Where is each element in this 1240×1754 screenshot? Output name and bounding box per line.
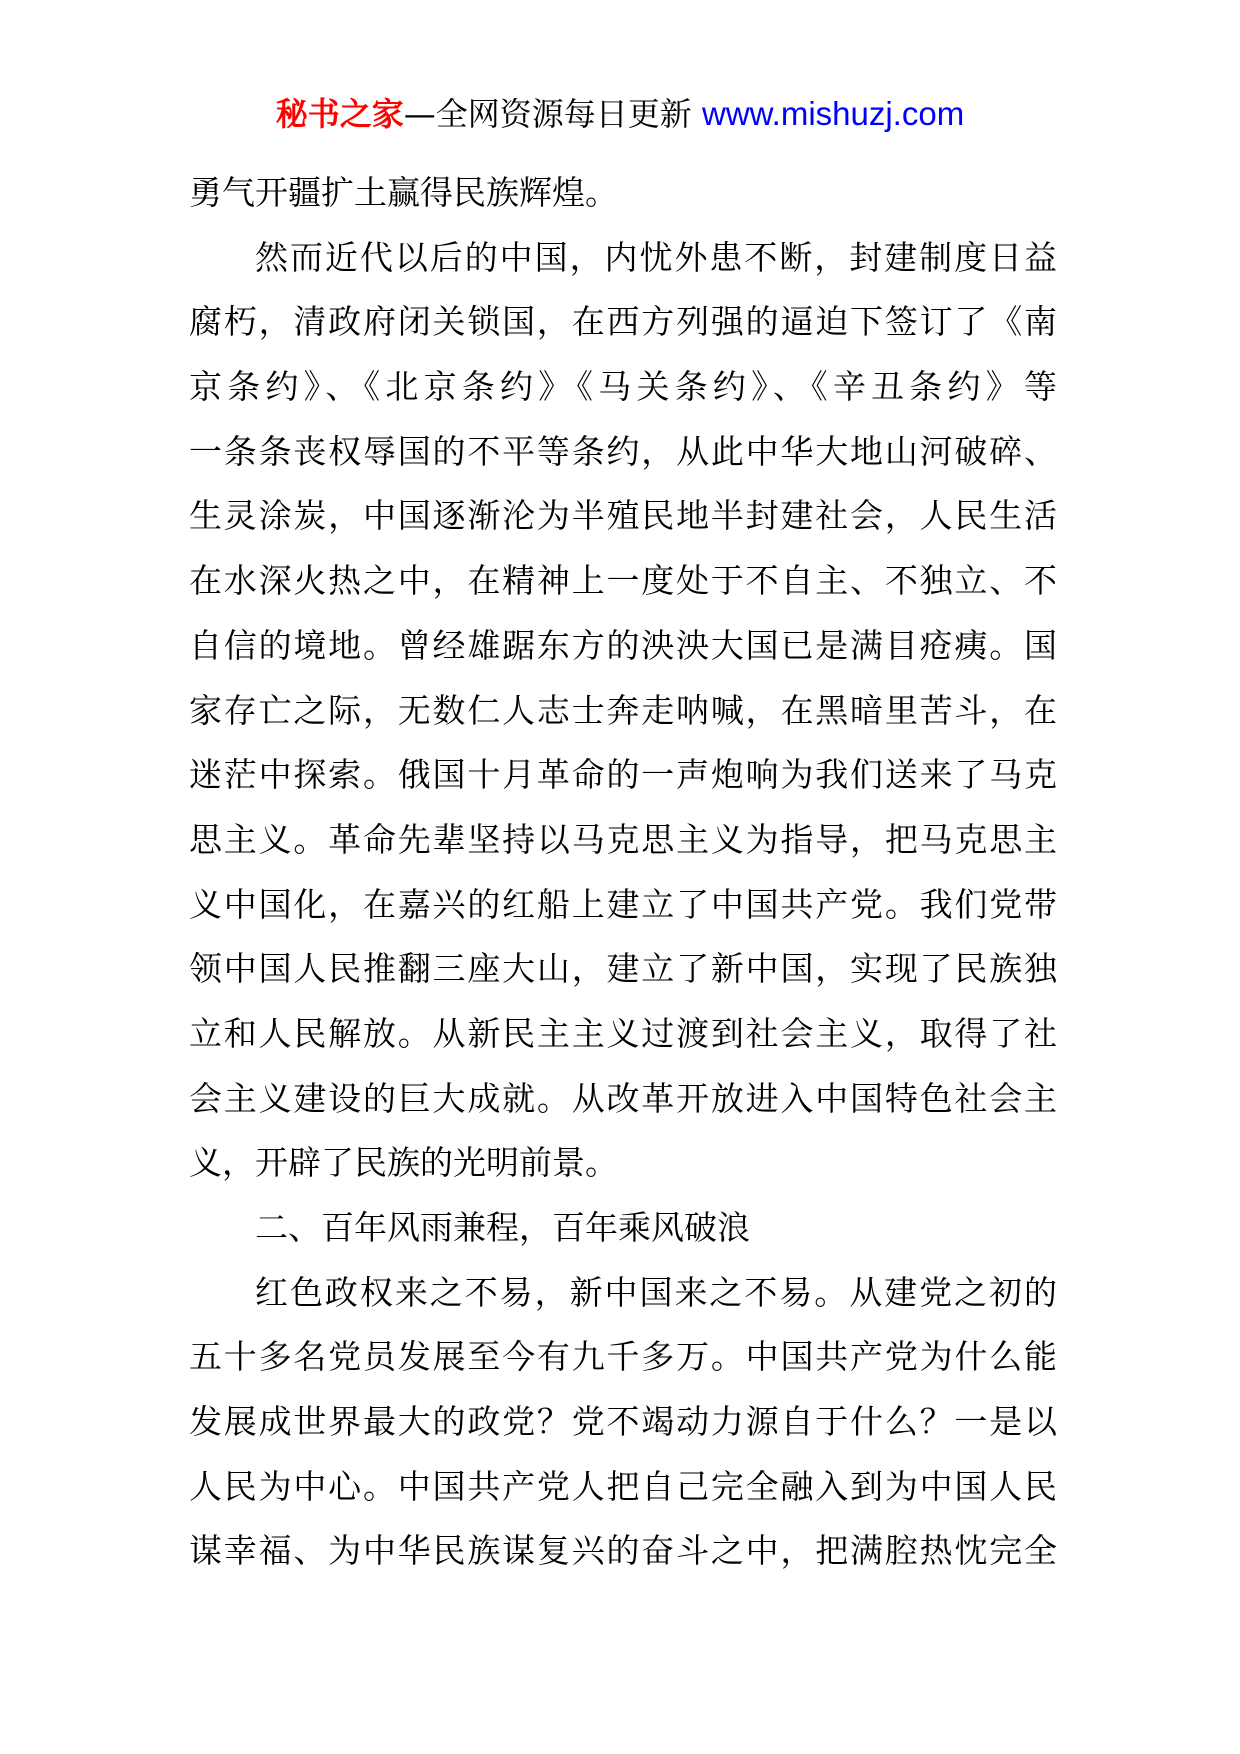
text-line: 京条约》、《北京条约》《马关条约》、《辛丑条约》等 xyxy=(189,367,1057,407)
website-url[interactable]: www.mishuzj.com xyxy=(701,95,965,132)
text-line: 义，开辟了民族的光明前景。 xyxy=(189,1143,618,1183)
text-line: 人民为中心。中国共产党人把自己完全融入到为中国人民 xyxy=(189,1466,1057,1506)
section-heading: 二、百年风雨兼程，百年乘风破浪 xyxy=(255,1208,750,1247)
text-line: 义中国化，在嘉兴的红船上建立了中国共产党。我们党带 xyxy=(189,884,1057,924)
document-body xyxy=(189,161,1057,1584)
text-line: 思主义。革命先辈坚持以马克思主义为指导，把马克思主 xyxy=(189,819,1057,859)
text-line: 生灵涂炭，中国逐渐沦为半殖民地半封建社会，人民生活 xyxy=(189,496,1057,536)
text-line: 谋幸福、为中华民族谋复兴的奋斗之中，把满腔热忱完全 xyxy=(189,1531,1057,1571)
text-line: 发展成世界最大的政党？党不竭动力源自于什么？一是以 xyxy=(189,1402,1057,1442)
text-line: 家存亡之际，无数仁人志士奔走呐喊，在黑暗里苦斗，在 xyxy=(189,690,1057,730)
text-line: 五十多名党员发展至今有九千多万。中国共产党为什么能 xyxy=(189,1337,1057,1377)
header-tagline: —全网资源每日更新 xyxy=(403,95,702,133)
text-line: 勇气开疆扩土赢得民族辉煌。 xyxy=(189,173,618,212)
page-header xyxy=(0,90,1240,138)
text-line: 领中国人民推翻三座大山，建立了新中国，实现了民族独 xyxy=(189,949,1057,989)
text-line: 一条条丧权辱国的不平等条约，从此中华大地山河破碎、 xyxy=(189,431,1057,471)
text-line: 自信的境地。曾经雄踞东方的泱泱大国已是满目疮痍。国 xyxy=(189,625,1057,665)
brand-name: 秘书之家 xyxy=(275,95,404,133)
text-line: 然而近代以后的中国，内忧外患不断，封建制度日益 xyxy=(255,237,1057,277)
text-line: 迷茫中探索。俄国十月革命的一声炮响为我们送来了马克 xyxy=(189,755,1057,795)
text-line: 腐朽，清政府闭关锁国，在西方列强的逼迫下签订了《南 xyxy=(189,302,1057,342)
text-line: 会主义建设的巨大成就。从改革开放进入中国特色社会主 xyxy=(189,1078,1057,1118)
text-line: 红色政权来之不易，新中国来之不易。从建党之初的 xyxy=(255,1272,1057,1312)
text-line: 在水深火热之中，在精神上一度处于不自主、不独立、不 xyxy=(189,561,1057,601)
text-line: 立和人民解放。从新民主主义过渡到社会主义，取得了社 xyxy=(189,1013,1057,1053)
